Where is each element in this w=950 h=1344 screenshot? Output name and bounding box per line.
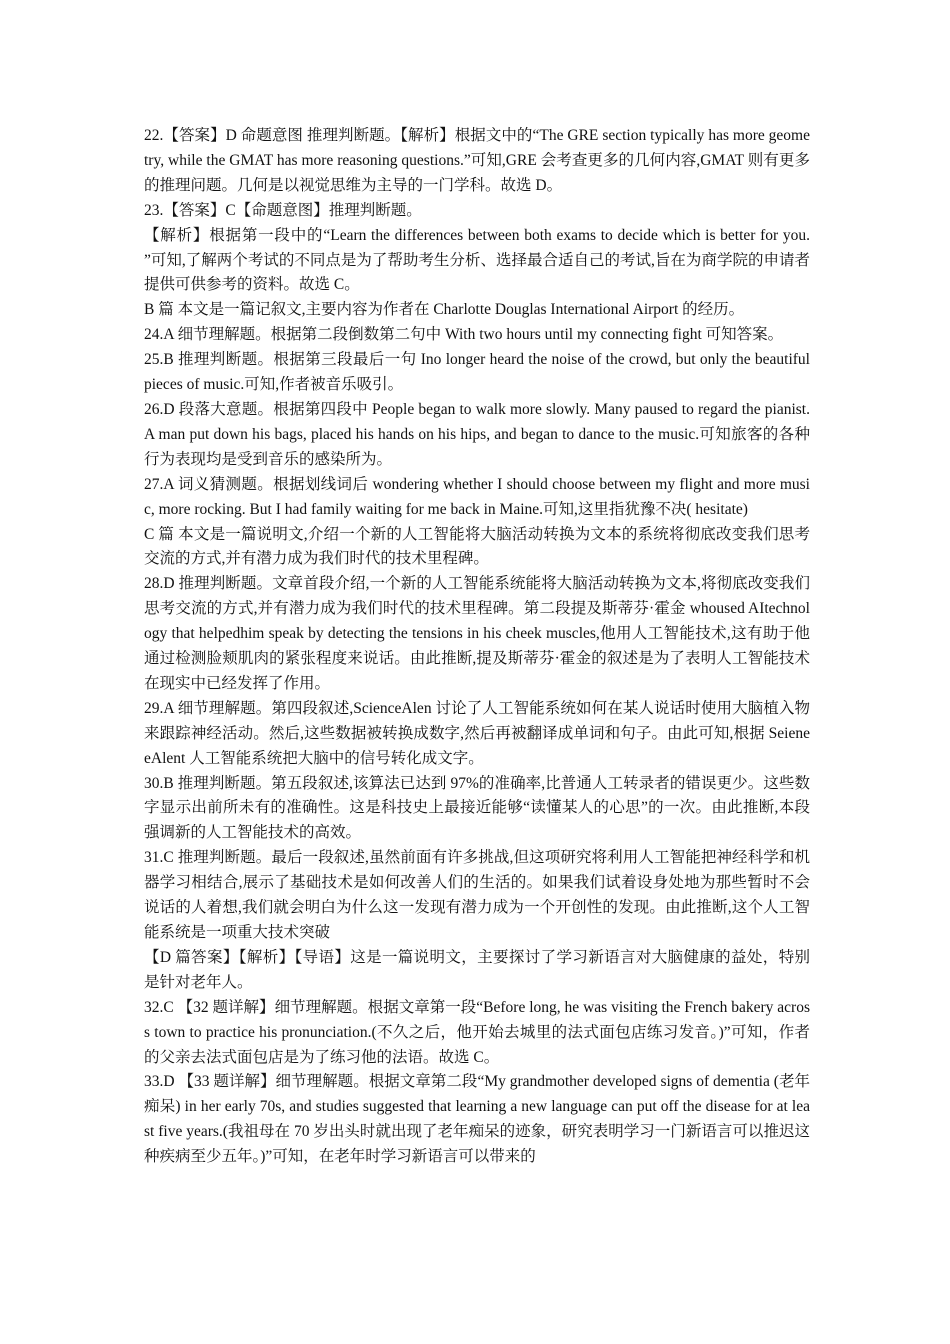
analysis-paragraph-q23: 【解析】根据第一段中的“Learn the differences between both exams to decide which is better for you. ”可知,了解两个考试的不同点是为了帮助考生分析、选择最合适自己的考试,旨在为商学院的申请者提供可供参考的资料。故选 C。 <box>144 226 810 294</box>
document-page <box>144 124 810 1170</box>
passage-c-summary: C 篇 本文是一篇说明文,介绍一个新的人工智能将大脑活动转换为文本的系统将彻底改变我们思考交流的方式,并有潜力成为我们时代的技术里程碑。 <box>144 525 810 568</box>
answer-paragraph-q27: 27.A 词义猜测题。根据划线词后 wondering whether I should choose between my flight and more music, more rocking. But I had family waiting for me back in Maine.可知,这里指犹豫不决( hesitate) <box>144 475 810 518</box>
answer-paragraph-q25: 25.B 推理判断题。根据第三段最后一句 Ino longer heard the noise of the crowd, but only the beautiful pieces of music.可知,作者被音乐吸引。 <box>144 351 810 394</box>
answer-paragraph-q32: 32.C 【32 题详解】细节理解题。根据文章第一段“Before long, he was visiting the French bakery across town to practice his pronunciation.(不久之后，他开始去城里的法式面包店练习发音。)”可知，作者的父亲去法式面包店是为了练习他的法语。故选 C。 <box>144 998 810 1066</box>
answer-paragraph-q33: 33.D 【33 题详解】细节理解题。根据文章第二段“My grandmother developed signs of dementia (老年痴呆) in her early 70s, and studies suggested that learning a new language can put off the disease for at least five years.(我祖母在 70 岁出头时就出现了老年痴呆的迹象，研究表明学习一门新语言可以推迟这种疾病至少五年。)”可知，在老年时学习新语言可以带来的 <box>144 1073 810 1166</box>
passage-b-summary: B 篇 本文是一篇记叙文,主要内容为作者在 Charlotte Douglas International Airport 的经历。 <box>144 301 745 319</box>
answer-paragraph-q24: 24.A 细节理解题。根据第二段倒数第二句中 With two hours until my connecting fight 可知答案。 <box>144 326 784 344</box>
answer-paragraph-q30: 30.B 推理判断题。第五段叙述,该算法已达到 97%的准确率,比普通人工转录者的错误更少。这些数字显示出前所未有的准确性。这是科技史上最接近能够“读懂某人的心思”的一次。由此推断,本段强调新的人工智能技术的高效。 <box>144 774 810 842</box>
answer-paragraph-q22: 22.【答案】D 命题意图 推理判断题。【解析】根据文中的“The GRE section typically has more geometry, while the GMAT has more reasoning questions.”可知,GRE 会考查更多的几何内容,GMAT 则有更多的推理问题。几何是以视觉思维为主导的一门学科。故选 D。 <box>144 127 810 194</box>
answer-paragraph-q31: 31.C 推理判断题。最后一段叙述,虽然前面有许多挑战,但这项研究将利用人工智能把神经科学和机器学习相结合,展示了基础技术是如何改善人们的生活的。如果我们试着设身处地为那些暂时不会说话的人着想,我们就会明白为什么这一发现有潜力成为一个开创性的发现。由此推断,这个人工智能系统是一项重大技术突破 <box>144 849 810 941</box>
answer-paragraph-q28: 28.D 推理判断题。文章首段介绍,一个新的人工智能系统能将大脑活动转换为文本,将彻底改变我们思考交流的方式,并有潜力成为我们时代的技术里程碑。第二段提及斯蒂芬·霍金 whoused AItechnology that helpedhim speak by detecting the tensions in his cheek muscles,他用人工智能技术,这有助于他通过检测脸颊肌肉的紧张程度来说话。由此推断,提及斯蒂芬·霍金的叙述是为了表明人工智能技术在现实中已经发挥了作用。 <box>144 575 810 692</box>
answer-paragraph-q29: 29.A 细节理解题。第四段叙述,ScienceAlen 讨论了人工智能系统如何在某人说话时使用大脑植入物来跟踪神经活动。然后,这些数据被转换成数字,然后再被翻译成单词和句子。由此可知,根据 SeieneeAlent 人工智能系统把大脑中的信号转化成文字。 <box>144 699 810 767</box>
passage-d-intro: 【D 篇答案】【解析】【导语】这是一篇说明文，主要探讨了学习新语言对大脑健康的益处，特别是针对老年人。 <box>144 948 810 991</box>
answer-paragraph-q23: 23.【答案】C【命题意图】推理判断题。 <box>144 201 422 219</box>
answer-paragraph-q26: 26.D 段落大意题。根据第四段中 People began to walk more slowly. Many paused to regard the pianist. A man put down his bags, placed his hands on his hips, and began to dance to the music.可知旅客的各种行为表现均是受到音乐的感染所为。 <box>144 400 810 468</box>
